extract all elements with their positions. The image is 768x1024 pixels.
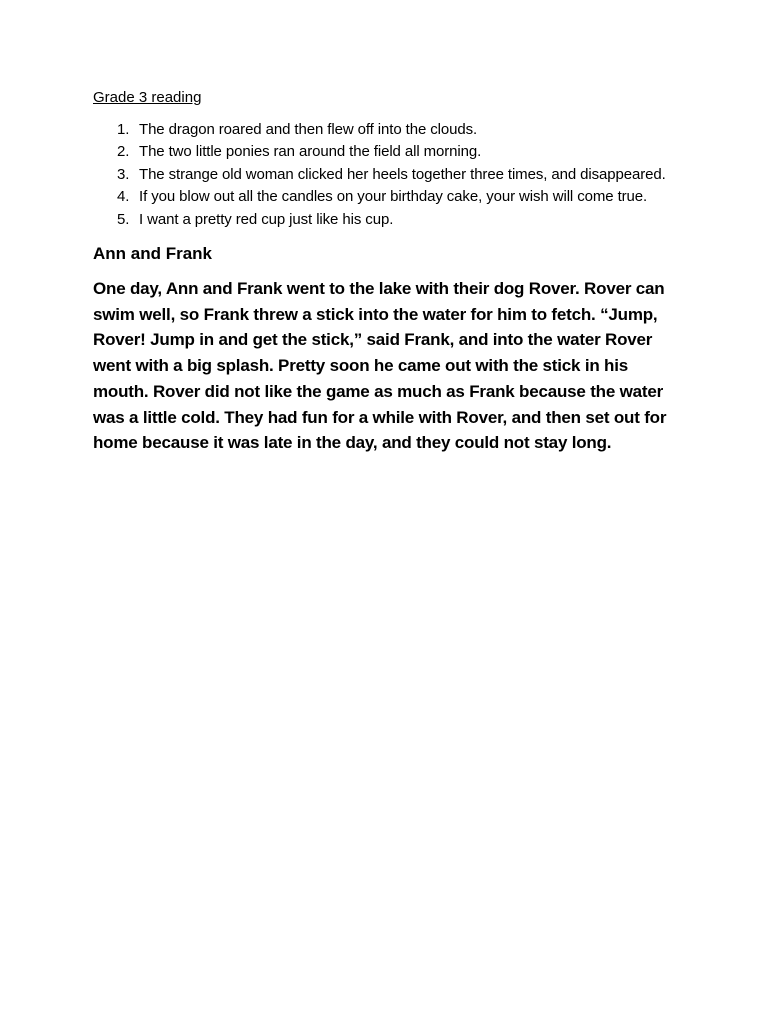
document-title: Grade 3 reading: [93, 89, 202, 106]
list-item-text: The dragon roared and then flew off into the clouds.: [139, 121, 478, 138]
list-item-number: 3.: [117, 165, 130, 183]
story-title: Ann and Frank: [93, 244, 213, 264]
list-item-text: The strange old woman clicked her heels together three times, and disappeared.: [139, 165, 666, 183]
list-item: [93, 209, 678, 231]
list-item-text: If you blow out all the candles on your birthday cake, your wish will come true.: [139, 188, 648, 206]
list-item-number: 1.: [117, 121, 130, 138]
list-item: [93, 119, 678, 141]
list-item: [93, 186, 678, 208]
list-item: [93, 164, 678, 186]
list-item-text: I want a pretty red cup just like his cup.: [139, 210, 394, 228]
sentence-list: [93, 119, 678, 231]
list-item-number: 2.: [117, 143, 130, 161]
list-item: [93, 141, 678, 163]
list-item-text: The two little ponies ran around the field all morning.: [139, 143, 482, 161]
story-body: One day, Ann and Frank went to the lake with their dog Rover. Rover can swim well, so Frank threw a stick into the water for him to fetch. “Jump, Rover! Jump in and get the stick,” said Frank, and into the water Rover went with a big splash. Pretty soon he came out with the stick in his mouth. Rover did not like the game as much as Frank because the water was a little cold. They had fun for a while with Rover, and then set out for home because it was late in the day, and they could not stay long.: [93, 279, 667, 453]
list-item-number: 5.: [117, 210, 130, 228]
document-content: [93, 88, 678, 456]
list-item-number: 4.: [117, 188, 130, 206]
